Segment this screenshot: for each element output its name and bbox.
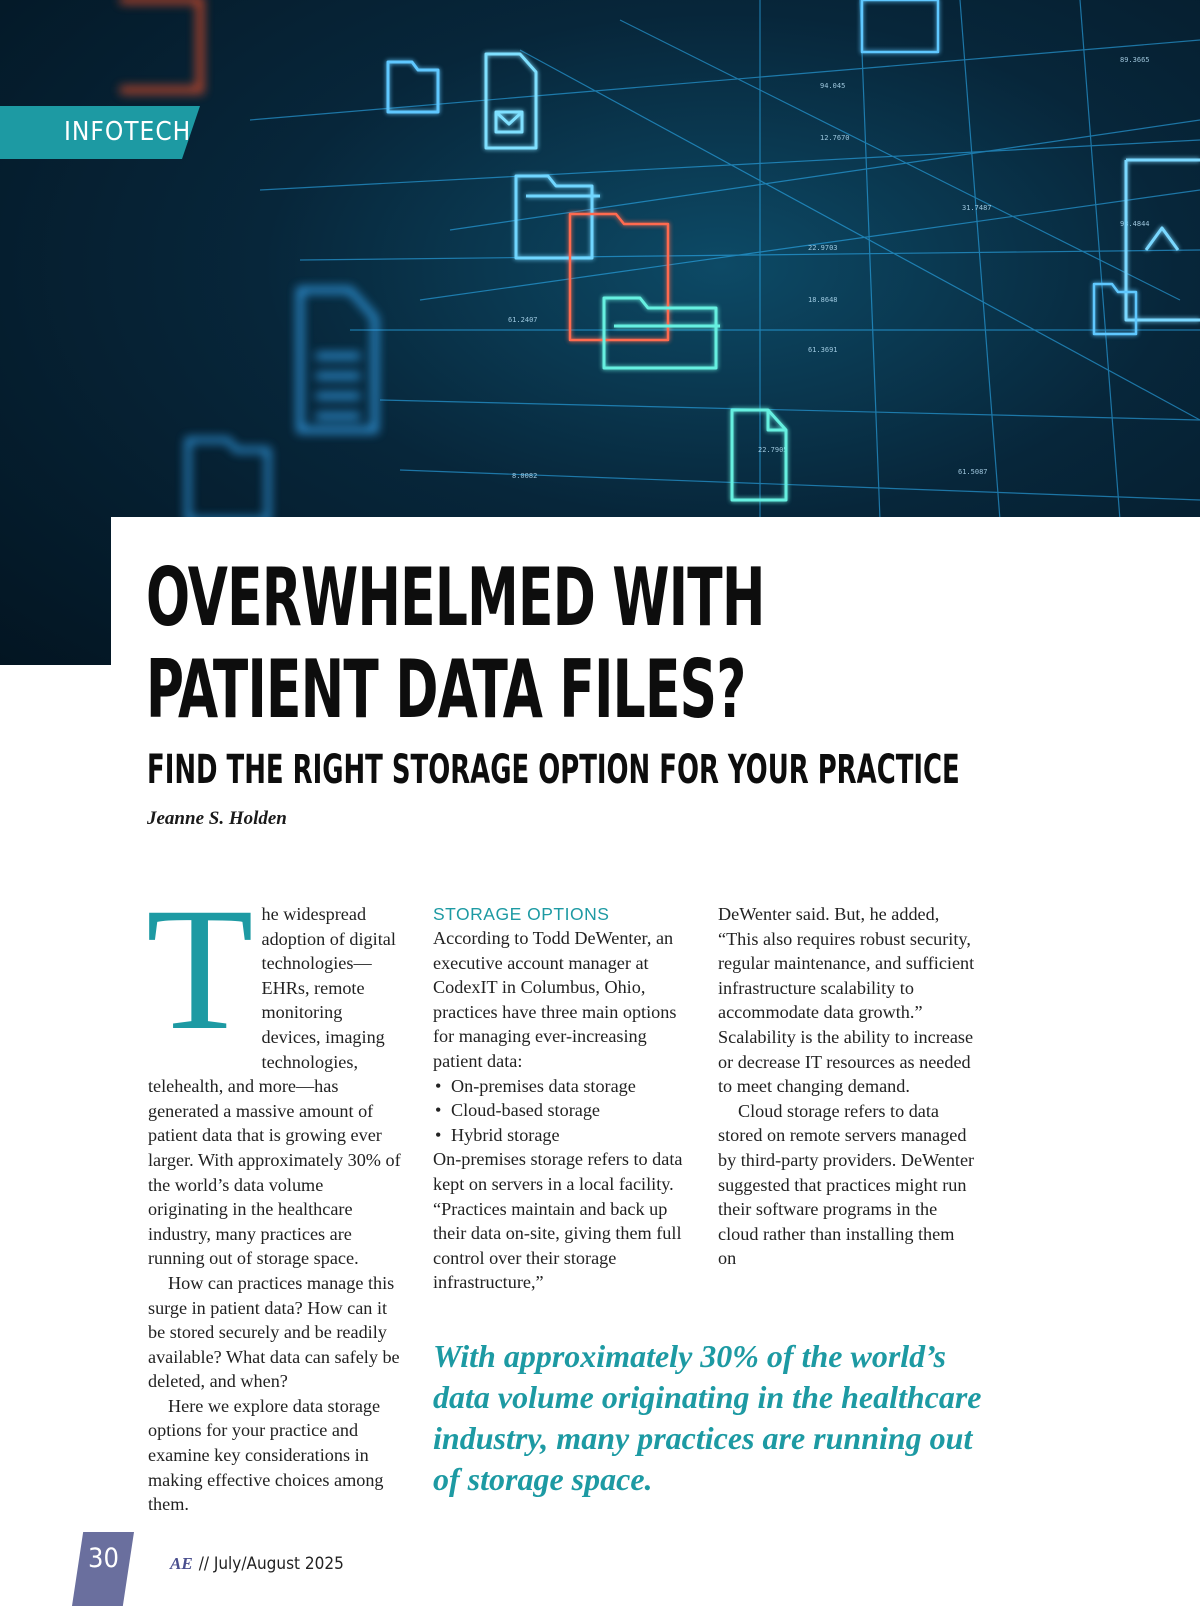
headline-line: OVERWHELMED WITH (146, 551, 765, 644)
magazine-logo: AE (170, 1554, 193, 1573)
folder-icon (1094, 284, 1136, 334)
hero-readout: 98.4844 (1120, 220, 1150, 228)
hero-readout: 89.3665 (1120, 56, 1150, 64)
drop-cap: T (146, 872, 254, 1067)
page-number: 30 (88, 1543, 119, 1574)
section-tab-label: INFOTECH (64, 117, 192, 147)
grid-lines (250, 0, 1200, 520)
folder-icon (604, 298, 720, 368)
body-column-2 (433, 902, 688, 1295)
paragraph: How can practices manage this surge in patient data? How can it be stored securely and be readily available? What data can safely be deleted, and when? (148, 1272, 400, 1392)
list-item: • Cloud-based storage (433, 1098, 688, 1123)
issue-date: // July/August 2025 (198, 1554, 344, 1574)
paragraph: On-premises storage refers to data kept on servers in a local facility. “Practices maintain and back up their data on-site, giving them full control over their storage infrastructure,” (433, 1149, 683, 1293)
hero-readout: 12.7670 (820, 134, 850, 142)
paragraph-text: he widespread adoption of digital technologies—EHRs, remote monitoring devices, imaging technologies, telehealth, and more—has generated a massive amount of patient data that is growing ever larger. With approximately 30% of the world’s data volume originating in the healthcare industry, many practices are running out of storage space. (148, 904, 401, 1269)
folder-icon (188, 440, 268, 520)
body-column-1 (146, 872, 404, 1517)
folder-icon (862, 0, 938, 52)
section-heading: STORAGE OPTIONS (433, 904, 610, 924)
paragraph: According to Todd DeWenter, an executive account manager at CodexIT in Columbus, Ohio, practices have three main options for managing ever-increasing patient data: (433, 928, 677, 1071)
body-column-3 (718, 902, 976, 1271)
pull-quote: With approximately 30% of the world’s data volume originating in the healthcare industry, many practices are running out of storage space. (433, 1338, 982, 1497)
paragraph (146, 872, 404, 1271)
byline: Jeanne S. Holden (147, 808, 287, 829)
hero-readout: 94.045 (820, 82, 846, 90)
hero-readout: 22.7905 (758, 446, 788, 454)
paragraph: Here we explore data storage options for your practice and examine key considerations in making effective choices among them. (148, 1395, 384, 1515)
list-item: • Hybrid storage (433, 1123, 688, 1148)
hero-readout: 22.9703 (808, 244, 838, 252)
mail-icon (486, 54, 536, 148)
hero-readout: 8.0082 (512, 472, 538, 480)
headline-line: PATIENT DATA FILES? (146, 643, 746, 736)
folder-icon (120, 0, 200, 90)
hero-readout: 61.3691 (808, 346, 838, 354)
hero-readout: 18.8648 (808, 296, 838, 304)
headline (146, 552, 765, 736)
storage-options-list (433, 1074, 688, 1148)
list-item: • On-premises data storage (433, 1074, 688, 1099)
hero-readout: 61.2407 (508, 316, 538, 324)
paragraph: Cloud storage refers to data stored on remote servers managed by third-party providers. DeWenter suggested that practices might run their software programs in the cloud rather than installing them on (718, 1100, 975, 1269)
document-icon (300, 290, 375, 430)
subheadline: FIND THE RIGHT STORAGE OPTION FOR YOUR PRACTICE (147, 747, 960, 793)
document-icon (732, 410, 786, 500)
hero-readout: 31.7487 (962, 204, 992, 212)
footer (170, 1554, 344, 1574)
folder-icon (516, 176, 600, 258)
hero-readout: 61.5087 (958, 468, 988, 476)
paragraph: DeWenter said. But, he added, “This also requires robust security, regular maintenance, and sufficient infrastructure scalability to accommodate data growth.” Scalability is the ability to increase or decrease IT resources as needed to meet changing demand. (718, 904, 975, 1097)
